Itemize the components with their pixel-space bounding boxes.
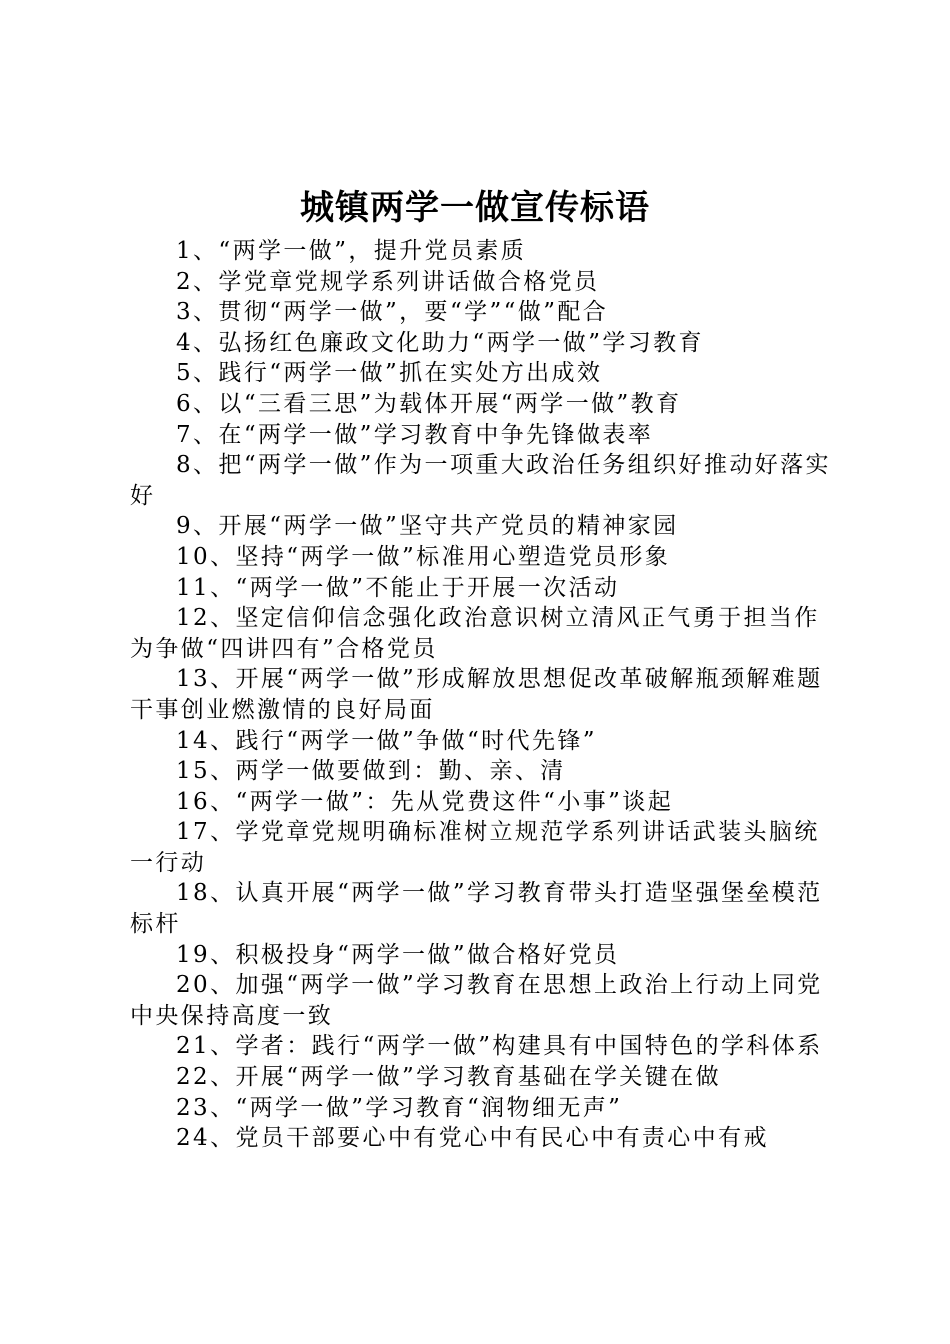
slogan-item-11: 11、“两学一做”不能止于开展一次活动 bbox=[176, 574, 620, 601]
slogan-item-20: 20、加强“两学一做”学习教育在思想上政治上行动上同党中央保持高度一致 bbox=[130, 972, 823, 1029]
slogan-item-22: 22、开展“两学一做”学习教育基础在学关键在做 bbox=[176, 1064, 721, 1091]
slogan-item-7: 7、在“两学一做”学习教育中争先锋做表率 bbox=[176, 421, 654, 448]
slogan-item-10: 10、坚持“两学一做”标准用心塑造党员形象 bbox=[176, 543, 671, 570]
slogan-item-1: 1、“两学一做”，提升党员素质 bbox=[176, 238, 527, 264]
slogan-item-23: 23、“两学一做”学习教育“润物细无声” bbox=[176, 1094, 623, 1121]
slogan-item-12: 12、坚定信仰信念强化政治意识树立清风正气勇于担当作为争做“四讲四有”合格党员 bbox=[130, 605, 820, 662]
slogan-item-2: 2、学党章党规学系列讲话做合格党员 bbox=[176, 268, 600, 295]
slogan-item-3: 3、贯彻“两学一做”，要“学”“做”配合 bbox=[176, 299, 609, 326]
slogan-item-17: 17、学党章党规明确标准树立规范学系列讲话武装头脑统一行动 bbox=[130, 819, 820, 876]
slogan-item-13: 13、开展“两学一做”形成解放思想促改革破解瓶颈解难题干事创业燃激情的良好局面 bbox=[130, 666, 823, 723]
slogan-item-19: 19、积极投身“两学一做”做合格好党员 bbox=[176, 941, 620, 968]
slogan-item-21: 21、学者：践行“两学一做”构建具有中国特色的学科体系 bbox=[176, 1033, 823, 1060]
slogan-item-14: 14、践行“两学一做”争做“时代先锋” bbox=[176, 727, 597, 754]
slogan-list bbox=[130, 236, 832, 1154]
document-title: 城镇两学一做宣传标语 bbox=[300, 188, 650, 228]
slogan-item-6: 6、以“三看三思”为载体开展“两学一做”教育 bbox=[176, 390, 682, 417]
slogan-item-16: 16、“两学一做”：先从党费这件“小事”谈起 bbox=[176, 788, 674, 815]
slogan-item-15: 15、两学一做要做到：勤、亲、清 bbox=[176, 758, 566, 785]
slogan-item-24: 24、党员干部要心中有党心中有民心中有责心中有戒 bbox=[176, 1125, 769, 1152]
slogan-item-18: 18、认真开展“两学一做”学习教育带头打造坚强堡垒模范标杆 bbox=[130, 880, 823, 938]
slogan-item-8: 8、把“两学一做”作为一项重大政治任务组织好推动好落实好 bbox=[130, 452, 831, 509]
slogan-item-5: 5、践行“两学一做”抓在实处方出成效 bbox=[176, 360, 603, 387]
slogan-item-9: 9、开展“两学一做”坚守共产党员的精神家园 bbox=[176, 513, 679, 540]
slogan-item-4: 4、弘扬红色廉政文化助力“两学一做”学习教育 bbox=[176, 329, 704, 356]
